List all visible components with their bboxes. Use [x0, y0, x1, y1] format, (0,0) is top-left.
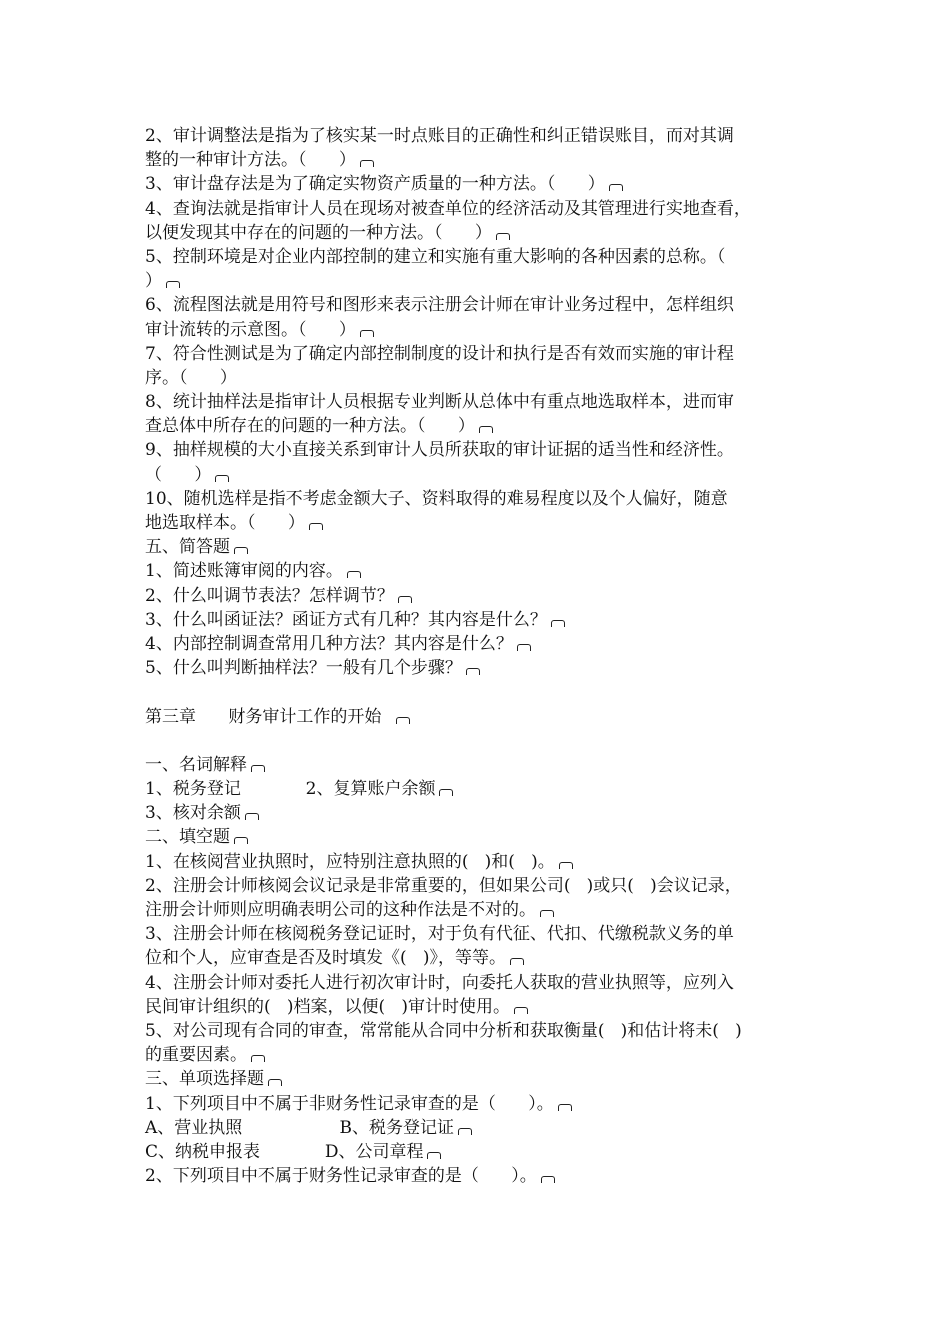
line-text: 4、内部控制调查常用几种方法？其内容是什么？ — [145, 633, 513, 654]
text-line — [145, 1164, 815, 1188]
paragraph-mark-icon — [398, 596, 412, 603]
text-line — [145, 825, 815, 849]
text-line — [145, 245, 815, 269]
text-line — [145, 269, 815, 293]
blank-line — [145, 680, 815, 704]
paragraph-mark-icon — [427, 1152, 441, 1159]
line-text: 地选取样本。（ ） — [145, 513, 305, 533]
paragraph-mark-icon — [517, 644, 531, 651]
line-text: 7、符合性测试是为了确定内部控制制度的设计和执行是否有效而实施的审计程 — [145, 343, 734, 364]
text-line — [145, 559, 815, 583]
text-line — [145, 148, 815, 172]
line-text: A、营业执照 B、税务登记证 — [145, 1117, 455, 1138]
text-line — [145, 777, 815, 801]
paragraph-mark-icon — [609, 184, 623, 191]
line-text: 4、查询法就是指审计人员在现场对被查单位的经济活动及其管理进行实地查看， — [145, 198, 751, 219]
text-line — [145, 753, 815, 777]
text-line — [145, 995, 815, 1019]
text-line — [145, 874, 815, 898]
paragraph-mark-icon — [510, 958, 524, 965]
paragraph-mark-icon — [309, 523, 323, 530]
line-text: 注册会计师则应明确表明公司的这种作法是不对的。 — [145, 900, 536, 920]
text-line — [145, 801, 815, 825]
text-line — [145, 971, 815, 995]
line-text: 1、下列项目中不属于非财务性记录审查的是（ ）。 — [145, 1093, 554, 1114]
paragraph-mark-icon — [540, 910, 554, 917]
line-text: 3、核对余额 — [145, 803, 241, 824]
paragraph-mark-icon — [234, 547, 248, 554]
text-line — [145, 1140, 815, 1164]
line-text: 2、下列项目中不属于财务性记录审查的是（ ）。 — [145, 1166, 537, 1187]
line-text: 6、流程图法就是用符号和图形来表示注册会计师在审计业务过程中，怎样组织 — [145, 295, 734, 316]
paragraph-mark-icon — [458, 1128, 472, 1135]
blank-line — [145, 729, 815, 753]
text-line — [145, 922, 815, 946]
text-line — [145, 608, 815, 632]
text-line — [145, 1092, 815, 1116]
line-text: 整的一种审计方法。（ ） — [145, 150, 356, 171]
paragraph-mark-icon — [166, 281, 180, 288]
paragraph-mark-icon — [496, 233, 510, 240]
line-text: 查总体中所存在的问题的一种方法。（ ） — [145, 416, 475, 437]
text-line — [145, 511, 815, 535]
text-line — [145, 535, 815, 559]
paragraph-mark-icon — [268, 1079, 282, 1086]
paragraph-mark-icon — [439, 789, 453, 796]
line-text: 民间审计组织的( )档案，以便( )审计时使用。 — [145, 996, 510, 1017]
paragraph-mark-icon — [245, 813, 259, 820]
text-line — [145, 705, 815, 729]
text-line — [145, 342, 815, 366]
line-text: 第三章 财务审计工作的开始 — [145, 706, 393, 727]
text-line — [145, 197, 815, 221]
text-line — [145, 946, 815, 970]
line-text: 9、抽样规模的大小直接关系到审计人员所获取的审计证据的适当性和经济性。 — [145, 440, 734, 461]
paragraph-mark-icon — [559, 862, 573, 869]
paragraph-mark-icon — [479, 426, 493, 433]
text-line — [145, 318, 815, 342]
text-line — [145, 632, 815, 656]
line-text: 4、注册会计师对委托人进行初次审计时，向委托人获取的营业执照等，应列入 — [145, 972, 734, 993]
text-line — [145, 656, 815, 680]
paragraph-mark-icon — [251, 1055, 265, 1062]
text-line — [145, 487, 815, 511]
text-line — [145, 390, 815, 414]
line-text: 2、什么叫调节表法？怎样调节？ — [145, 585, 394, 606]
paragraph-mark-icon — [347, 571, 361, 578]
line-text: 1、简述账簿审阅的内容。 — [145, 561, 343, 582]
paragraph-mark-icon — [466, 668, 480, 675]
paragraph-mark-icon — [360, 160, 374, 167]
text-line — [145, 584, 815, 608]
line-text: 3、审计盘存法是为了确定实物资产质量的一种方法。（ ） — [145, 174, 605, 195]
text-line — [145, 1067, 815, 1091]
paragraph-mark-icon — [215, 475, 229, 482]
text-line — [145, 438, 815, 462]
text-line — [145, 1043, 815, 1067]
text-line — [145, 293, 815, 317]
line-text: 序。（ ） — [145, 367, 237, 388]
paragraph-mark-icon — [514, 1007, 528, 1014]
text-line — [145, 463, 815, 487]
line-text: 1、税务登记 2、复算账户余额 — [145, 779, 436, 800]
document-page — [145, 124, 815, 1188]
line-text: 以便发现其中存在的问题的一种方法。（ ） — [145, 222, 492, 243]
line-text: 3、什么叫函证法？函证方式有几种？其内容是什么？ — [145, 609, 547, 630]
paragraph-mark-icon — [551, 620, 565, 627]
line-text: 10、随机选样是指不考虑金额大子、资料取得的难易程度以及个人偏好，随意 — [145, 488, 728, 509]
paragraph-mark-icon — [251, 765, 265, 772]
line-text: 3、注册会计师在核阅税务登记证时，对于负有代征、代扣、代缴税款义务的单 — [145, 924, 734, 945]
text-line — [145, 414, 815, 438]
paragraph-mark-icon — [541, 1176, 555, 1183]
text-line — [145, 221, 815, 245]
text-line — [145, 850, 815, 874]
text-line — [145, 898, 815, 922]
paragraph-mark-icon — [360, 330, 374, 337]
line-text: 五、简答题 — [145, 537, 230, 558]
line-text: 8、统计抽样法是指审计人员根据专业判断从总体中有重点地选取样本，进而审 — [145, 392, 734, 413]
text-line — [145, 124, 815, 148]
line-text: 5、控制环境是对企业内部控制的建立和实施有重大影响的各种因素的总称。（ — [145, 246, 726, 267]
line-text: 5、对公司现有合同的审查，常常能从合同中分析和获取衡量( )和估计将未( ) — [145, 1020, 742, 1041]
line-text: 1、在核阅营业执照时，应特别注意执照的( )和( )。 — [145, 851, 555, 872]
line-text: 2、注册会计师核阅会议记录是非常重要的，但如果公司( )或只( )会议记录， — [145, 875, 742, 896]
paragraph-mark-icon — [234, 837, 248, 844]
line-text: C、纳税申报表 D、公司章程 — [145, 1141, 424, 1162]
line-text: 5、什么叫判断抽样法？一般有几个步骤？ — [145, 658, 462, 679]
line-text: 一、名词解释 — [145, 754, 247, 775]
line-text: 二、填空题 — [145, 827, 230, 848]
line-text: 位和个人，应审查是否及时填发《( )》，等等。 — [145, 948, 506, 969]
line-text: （ ） — [145, 464, 212, 485]
text-line — [145, 366, 815, 390]
line-text: 的重要因素。 — [145, 1045, 247, 1066]
paragraph-mark-icon — [558, 1104, 572, 1111]
line-text: ） — [145, 271, 162, 292]
line-text: 三、单项选择题 — [145, 1069, 264, 1090]
line-text: 2、审计调整法是指为了核实某一时点账目的正确性和纠正错误账目，而对其调 — [145, 126, 734, 146]
text-line — [145, 1116, 815, 1140]
paragraph-mark-icon — [396, 717, 410, 724]
line-text: 审计流转的示意图。（ ） — [145, 319, 356, 340]
text-line — [145, 172, 815, 196]
text-line — [145, 1019, 815, 1043]
